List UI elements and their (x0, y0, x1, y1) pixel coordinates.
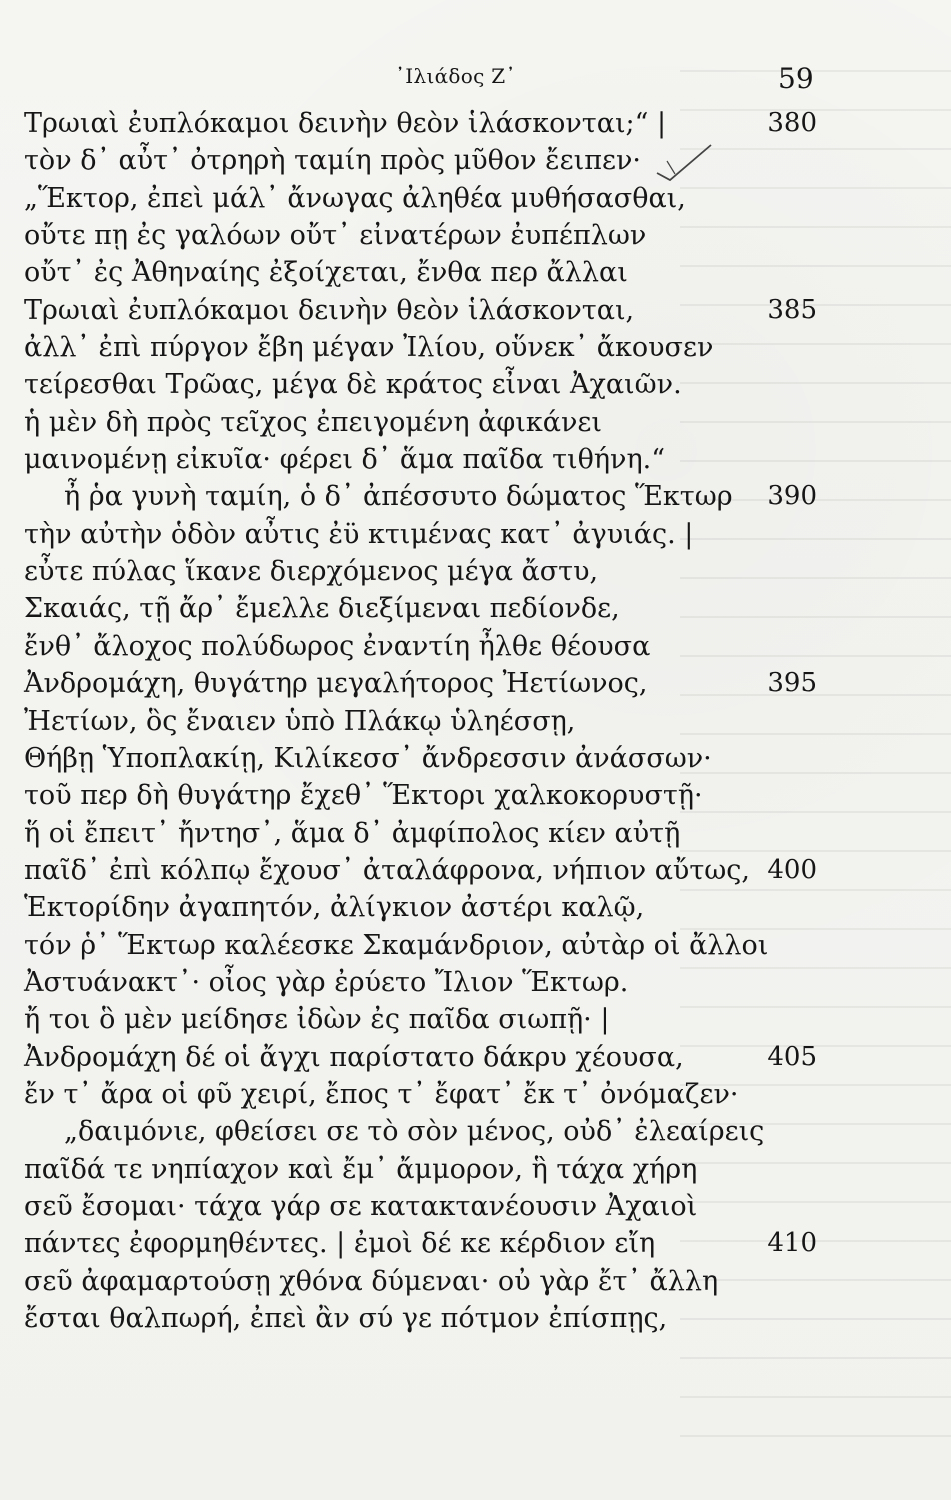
verse-line (0, 927, 951, 964)
verse-line (0, 740, 951, 777)
verse-line (0, 665, 951, 702)
verse-text: ἡ μὲν δὴ πρὸς τεῖχος ἐπειγομένη ἀφικάνει (24, 406, 602, 438)
verse-line (0, 404, 951, 441)
verse-line (0, 329, 951, 366)
verse-text: τοῦ περ δὴ θυγάτηρ ἔχεθ᾽ Ἕκτορι χαλκοκορυστῇ· (24, 780, 703, 812)
line-number: 395 (767, 668, 817, 699)
verse-line (0, 1039, 951, 1076)
line-number: 390 (767, 481, 817, 512)
verse-text: τὴν αὐτὴν ὁδὸν αὖτις ἐϋ κτιμένας κατ᾽ ἀγυιάς. | (24, 518, 694, 550)
page-header (0, 64, 951, 98)
verse-text: σεῦ ἔσομαι· τάχα γάρ σε κατακτανέουσιν Ἀχαιοὶ (24, 1190, 698, 1222)
verse-text: Σκαιάς, τῇ ἄρ᾽ ἔμελλε διεξίμεναι πεδίονδε, (24, 593, 620, 625)
verse-line (0, 516, 951, 553)
verse-text: ἥ οἱ ἔπειτ᾽ ἤντησ᾽, ἅμα δ᾽ ἀμφίπολος κίεν αὐτῇ (24, 817, 681, 849)
verse-line (0, 366, 951, 403)
verse-text: τείρεσθαι Τρῶας, μέγα δὲ κράτος εἶναι Ἀχαιῶν. (24, 369, 682, 401)
verse-text: ἤ τοι ὃ μὲν μείδησε ἰδὼν ἐς παῖδα σιωπῇ· | (24, 1004, 610, 1036)
verse-text: σεῦ ἀφαμαρτούσῃ χθόνα δύμεναι· οὐ γὰρ ἔτ᾽ ἄλλη (24, 1265, 719, 1297)
line-number: 400 (767, 854, 817, 885)
verse-text: ἔνθ᾽ ἄλοχος πολύδωρος ἐναντίη ἦλθε θέουσα (24, 630, 651, 662)
verse-text: Ἠετίων, ὃς ἔναιεν ὑπὸ Πλάκῳ ὑληέσσῃ, (24, 705, 576, 737)
verse-line (0, 628, 951, 665)
verse-text: Ἀνδρομάχη, θυγάτηρ μεγαλήτορος Ἠετίωνος, (24, 668, 648, 700)
verse-text: παῖδ᾽ ἐπὶ κόλπῳ ἔχουσ᾽ ἀταλάφρονα, νήπιον αὔτως, (24, 854, 750, 886)
line-number: 405 (767, 1041, 817, 1072)
verse-line (0, 703, 951, 740)
verse-text: Ἀνδρομάχη δέ οἱ ἄγχι παρίστατο δάκρυ χέουσα, (24, 1041, 684, 1073)
verse-block (0, 105, 951, 1337)
verse-text: οὔτε πῃ ἐς γαλόων οὔτ᾽ εἰνατέρων ἐυπέπλων (24, 220, 647, 252)
line-number: 385 (767, 294, 817, 325)
verse-text: „δαιμόνιε, φθείσει σε τὸ σὸν μένος, οὐδ᾽ ἐλεαίρεις (64, 1116, 765, 1148)
verse-text: Ἀστυάνακτ᾽· οἶος γὰρ ἐρύετο Ἴλιον Ἕκτωρ. (24, 966, 629, 998)
verse-line (0, 852, 951, 889)
line-number: 380 (767, 108, 817, 138)
verse-line (0, 815, 951, 852)
verse-line (0, 1113, 951, 1150)
verse-line (0, 590, 951, 627)
verse-line (0, 777, 951, 814)
verse-text: ἦ ῥα γυνὴ ταμίη, ὁ δ᾽ ἀπέσσυτο δώματος Ἕκτωρ (64, 481, 733, 513)
verse-line (0, 142, 951, 179)
verse-line (0, 889, 951, 926)
verse-line (0, 1225, 951, 1262)
verse-text: Τρωιαὶ ἐυπλόκαμοι δεινὴν θεὸν ἱλάσκονται, (24, 294, 635, 326)
verse-text: Τρωιαὶ ἐυπλόκαμοι δεινὴν θεὸν ἱλάσκονται;“ | (24, 108, 667, 139)
verse-text: „Ἕκτορ, ἐπεὶ μάλ᾽ ἄνωγας ἀληθέα μυθήσασθαι, (24, 182, 686, 214)
verse-line (0, 553, 951, 590)
verse-line (0, 105, 951, 142)
verse-line (0, 1188, 951, 1225)
line-number: 410 (767, 1228, 817, 1259)
verse-text: ἔσται θαλπωρή, ἐπεὶ ἂν σύ γε πότμον ἐπίσπῃς, (24, 1303, 668, 1334)
verse-line (0, 1263, 951, 1300)
verse-line (0, 254, 951, 291)
verse-text: μαινομένῃ εἰκυῖα· φέρει δ᾽ ἅμα παῖδα τιθήνη.“ (24, 444, 666, 476)
verse-text: οὔτ᾽ ἐς Ἀθηναίης ἐξοίχεται, ἔνθα περ ἄλλαι (24, 257, 628, 289)
verse-text: Θήβῃ Ὑποπλακίῃ, Κιλίκεσσ᾽ ἄνδρεσσιν ἀνάσσων· (24, 742, 712, 774)
verse-line (0, 292, 951, 329)
verse-line (0, 1001, 951, 1038)
verse-text: ἔν τ᾽ ἄρα οἱ φῦ χειρί, ἔπος τ᾽ ἔφατ᾽ ἔκ τ᾽ ὀνόμαζεν· (24, 1078, 739, 1110)
verse-text: τόν ῥ᾽ Ἕκτωρ καλέεσκε Σκαμάνδριον, αὐτὰρ οἱ ἄλλοι (24, 929, 769, 961)
verse-text: παῖδά τε νηπίαχον καὶ ἔμ᾽ ἄμμορον, ἣ τάχα χήρη (24, 1153, 698, 1185)
verse-text: ἀλλ᾽ ἐπὶ πύργον ἔβη μέγαν Ἰλίου, οὕνεκ᾽ ἄκουσεν (24, 332, 714, 364)
page-number: 59 (778, 62, 814, 95)
verse-text: πάντες ἐφορμηθέντες. | ἐμοὶ δέ κε κέρδιον εἴη (24, 1228, 656, 1260)
verse-line (0, 1300, 951, 1337)
verse-line (0, 478, 951, 515)
verse-line (0, 964, 951, 1001)
verse-text: τὸν δ᾽ αὖτ᾽ ὀτρηρὴ ταμίη πρὸς μῦθον ἔειπεν· (24, 145, 641, 177)
verse-line (0, 1151, 951, 1188)
verse-line (0, 1076, 951, 1113)
verse-line (0, 180, 951, 217)
verse-text: Ἑκτορίδην ἀγαπητόν, ἀλίγκιον ἀστέρι καλῷ, (24, 892, 645, 924)
verse-text: εὖτε πύλας ἵκανε διερχόμενος μέγα ἄστυ, (24, 556, 599, 588)
verse-line (0, 217, 951, 254)
running-title: ᾽Ιλιάδος Ζ᾽ (395, 64, 516, 88)
verse-line (0, 441, 951, 478)
